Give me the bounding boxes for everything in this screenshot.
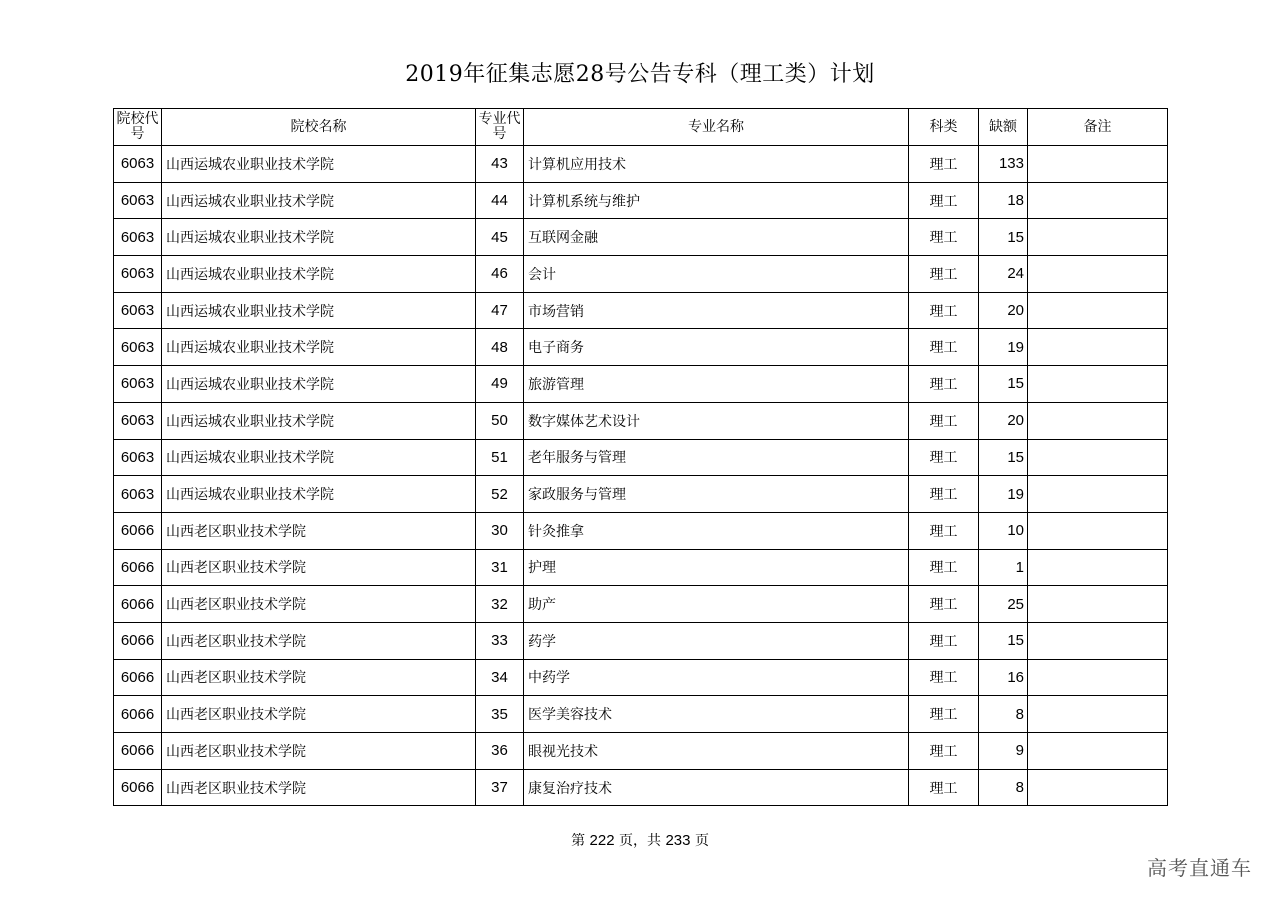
- cell-vacancy: 8: [979, 696, 1028, 733]
- cell-vacancy: 133: [979, 146, 1028, 183]
- cell-school-code: 6063: [114, 146, 162, 183]
- header-school-code: 院校代号: [114, 109, 162, 146]
- cell-major-name: 互联网金融: [524, 219, 909, 256]
- table-row: [114, 182, 1168, 219]
- cell-major-code: 34: [476, 659, 524, 696]
- cell-school-code: 6063: [114, 182, 162, 219]
- cell-remark: [1028, 219, 1168, 256]
- cell-category: 理工: [909, 402, 979, 439]
- cell-category: 理工: [909, 219, 979, 256]
- cell-school-code: 6063: [114, 256, 162, 293]
- cell-school-name: 山西老区职业技术学院: [162, 659, 476, 696]
- cell-remark: [1028, 292, 1168, 329]
- cell-remark: [1028, 696, 1168, 733]
- cell-major-code: 44: [476, 182, 524, 219]
- table-row: [114, 219, 1168, 256]
- cell-school-code: 6063: [114, 402, 162, 439]
- cell-vacancy: 8: [979, 769, 1028, 806]
- cell-major-code: 32: [476, 586, 524, 623]
- footer-middle: 页，共: [619, 833, 661, 849]
- cell-category: 理工: [909, 476, 979, 513]
- header-vacancy: 缺额: [979, 109, 1028, 146]
- cell-major-name: 眼视光技术: [524, 733, 909, 770]
- cell-school-code: 6063: [114, 439, 162, 476]
- cell-category: 理工: [909, 439, 979, 476]
- table-row: [114, 256, 1168, 293]
- footer-suffix: 页: [694, 833, 709, 849]
- header-category: 科类: [909, 109, 979, 146]
- table-row: [114, 696, 1168, 733]
- cell-remark: [1028, 402, 1168, 439]
- cell-remark: [1028, 476, 1168, 513]
- cell-school-code: 6066: [114, 733, 162, 770]
- cell-school-name: 山西运城农业职业技术学院: [162, 439, 476, 476]
- cell-vacancy: 19: [979, 476, 1028, 513]
- cell-major-code: 33: [476, 622, 524, 659]
- table-row: [114, 549, 1168, 586]
- header-remark: 备注: [1028, 109, 1168, 146]
- cell-remark: [1028, 512, 1168, 549]
- cell-school-code: 6063: [114, 219, 162, 256]
- cell-remark: [1028, 733, 1168, 770]
- cell-category: 理工: [909, 329, 979, 366]
- cell-major-name: 护理: [524, 549, 909, 586]
- cell-vacancy: 20: [979, 292, 1028, 329]
- cell-remark: [1028, 439, 1168, 476]
- cell-category: 理工: [909, 256, 979, 293]
- cell-category: 理工: [909, 733, 979, 770]
- table-row: [114, 402, 1168, 439]
- cell-school-code: 6066: [114, 659, 162, 696]
- table-row: [114, 292, 1168, 329]
- cell-major-code: 37: [476, 769, 524, 806]
- cell-major-name: 旅游管理: [524, 366, 909, 403]
- cell-major-name: 康复治疗技术: [524, 769, 909, 806]
- cell-remark: [1028, 256, 1168, 293]
- cell-school-code: 6063: [114, 292, 162, 329]
- cell-school-code: 6066: [114, 512, 162, 549]
- cell-vacancy: 15: [979, 366, 1028, 403]
- total-page-number: 233: [665, 832, 691, 849]
- table-row: [114, 733, 1168, 770]
- cell-school-name: 山西运城农业职业技术学院: [162, 146, 476, 183]
- cell-category: 理工: [909, 659, 979, 696]
- table-row: [114, 769, 1168, 806]
- cell-major-name: 老年服务与管理: [524, 439, 909, 476]
- cell-major-name: 计算机应用技术: [524, 146, 909, 183]
- cell-school-name: 山西运城农业职业技术学院: [162, 292, 476, 329]
- cell-school-name: 山西运城农业职业技术学院: [162, 476, 476, 513]
- enrollment-plan-table: [113, 108, 1168, 806]
- cell-school-name: 山西运城农业职业技术学院: [162, 329, 476, 366]
- cell-vacancy: 19: [979, 329, 1028, 366]
- table-row: [114, 366, 1168, 403]
- cell-school-code: 6066: [114, 696, 162, 733]
- page-title: 2019年征集志愿28号公告专科（理工类）计划: [405, 62, 875, 87]
- cell-school-name: 山西老区职业技术学院: [162, 586, 476, 623]
- table-header-row: [114, 109, 1168, 146]
- cell-major-name: 医学美容技术: [524, 696, 909, 733]
- cell-vacancy: 20: [979, 402, 1028, 439]
- cell-major-code: 30: [476, 512, 524, 549]
- cell-major-code: 43: [476, 146, 524, 183]
- table-row: [114, 146, 1168, 183]
- cell-school-name: 山西运城农业职业技术学院: [162, 219, 476, 256]
- cell-major-code: 45: [476, 219, 524, 256]
- table-row: [114, 439, 1168, 476]
- cell-major-name: 家政服务与管理: [524, 476, 909, 513]
- cell-school-name: 山西老区职业技术学院: [162, 733, 476, 770]
- cell-category: 理工: [909, 366, 979, 403]
- cell-major-name: 电子商务: [524, 329, 909, 366]
- cell-school-code: 6063: [114, 366, 162, 403]
- cell-major-name: 计算机系统与维护: [524, 182, 909, 219]
- header-major-name: 专业名称: [524, 109, 909, 146]
- cell-vacancy: 9: [979, 733, 1028, 770]
- table-row: [114, 622, 1168, 659]
- cell-school-name: 山西老区职业技术学院: [162, 549, 476, 586]
- cell-category: 理工: [909, 292, 979, 329]
- cell-category: 理工: [909, 182, 979, 219]
- cell-remark: [1028, 329, 1168, 366]
- cell-category: 理工: [909, 622, 979, 659]
- cell-school-code: 6063: [114, 329, 162, 366]
- cell-major-name: 药学: [524, 622, 909, 659]
- cell-remark: [1028, 622, 1168, 659]
- table-row: [114, 659, 1168, 696]
- cell-major-name: 市场营销: [524, 292, 909, 329]
- header-school-name: 院校名称: [162, 109, 476, 146]
- cell-remark: [1028, 549, 1168, 586]
- cell-vacancy: 18: [979, 182, 1028, 219]
- cell-school-name: 山西老区职业技术学院: [162, 622, 476, 659]
- cell-category: 理工: [909, 549, 979, 586]
- cell-vacancy: 24: [979, 256, 1028, 293]
- cell-remark: [1028, 146, 1168, 183]
- cell-vacancy: 10: [979, 512, 1028, 549]
- cell-major-code: 36: [476, 733, 524, 770]
- cell-vacancy: 15: [979, 219, 1028, 256]
- cell-category: 理工: [909, 512, 979, 549]
- cell-vacancy: 15: [979, 622, 1028, 659]
- cell-category: 理工: [909, 146, 979, 183]
- cell-major-name: 数字媒体艺术设计: [524, 402, 909, 439]
- cell-school-name: 山西运城农业职业技术学院: [162, 182, 476, 219]
- cell-school-code: 6066: [114, 586, 162, 623]
- cell-remark: [1028, 586, 1168, 623]
- cell-school-name: 山西运城农业职业技术学院: [162, 366, 476, 403]
- header-major-code: 专业代号: [476, 109, 524, 146]
- footer-prefix: 第: [571, 833, 586, 849]
- cell-major-code: 52: [476, 476, 524, 513]
- cell-school-name: 山西老区职业技术学院: [162, 769, 476, 806]
- cell-remark: [1028, 182, 1168, 219]
- cell-school-code: 6066: [114, 549, 162, 586]
- cell-category: 理工: [909, 696, 979, 733]
- cell-major-name: 针灸推拿: [524, 512, 909, 549]
- cell-major-code: 49: [476, 366, 524, 403]
- watermark-text: 高考直通车: [1147, 856, 1252, 880]
- cell-school-name: 山西运城农业职业技术学院: [162, 402, 476, 439]
- page-number-footer: [0, 830, 1280, 850]
- cell-major-name: 中药学: [524, 659, 909, 696]
- cell-major-name: 会计: [524, 256, 909, 293]
- cell-school-code: 6066: [114, 769, 162, 806]
- cell-vacancy: 1: [979, 549, 1028, 586]
- cell-school-name: 山西运城农业职业技术学院: [162, 256, 476, 293]
- cell-major-code: 48: [476, 329, 524, 366]
- table-row: [114, 476, 1168, 513]
- cell-remark: [1028, 659, 1168, 696]
- table-row: [114, 512, 1168, 549]
- cell-vacancy: 16: [979, 659, 1028, 696]
- cell-vacancy: 15: [979, 439, 1028, 476]
- cell-major-name: 助产: [524, 586, 909, 623]
- cell-remark: [1028, 769, 1168, 806]
- cell-category: 理工: [909, 769, 979, 806]
- cell-major-code: 51: [476, 439, 524, 476]
- cell-major-code: 46: [476, 256, 524, 293]
- cell-school-name: 山西老区职业技术学院: [162, 696, 476, 733]
- cell-school-code: 6066: [114, 622, 162, 659]
- cell-school-name: 山西老区职业技术学院: [162, 512, 476, 549]
- cell-major-code: 31: [476, 549, 524, 586]
- cell-school-code: 6063: [114, 476, 162, 513]
- cell-major-code: 35: [476, 696, 524, 733]
- table-row: [114, 329, 1168, 366]
- current-page-number: 222: [589, 832, 615, 849]
- cell-major-code: 50: [476, 402, 524, 439]
- cell-major-code: 47: [476, 292, 524, 329]
- cell-vacancy: 25: [979, 586, 1028, 623]
- cell-remark: [1028, 366, 1168, 403]
- cell-category: 理工: [909, 586, 979, 623]
- table-row: [114, 586, 1168, 623]
